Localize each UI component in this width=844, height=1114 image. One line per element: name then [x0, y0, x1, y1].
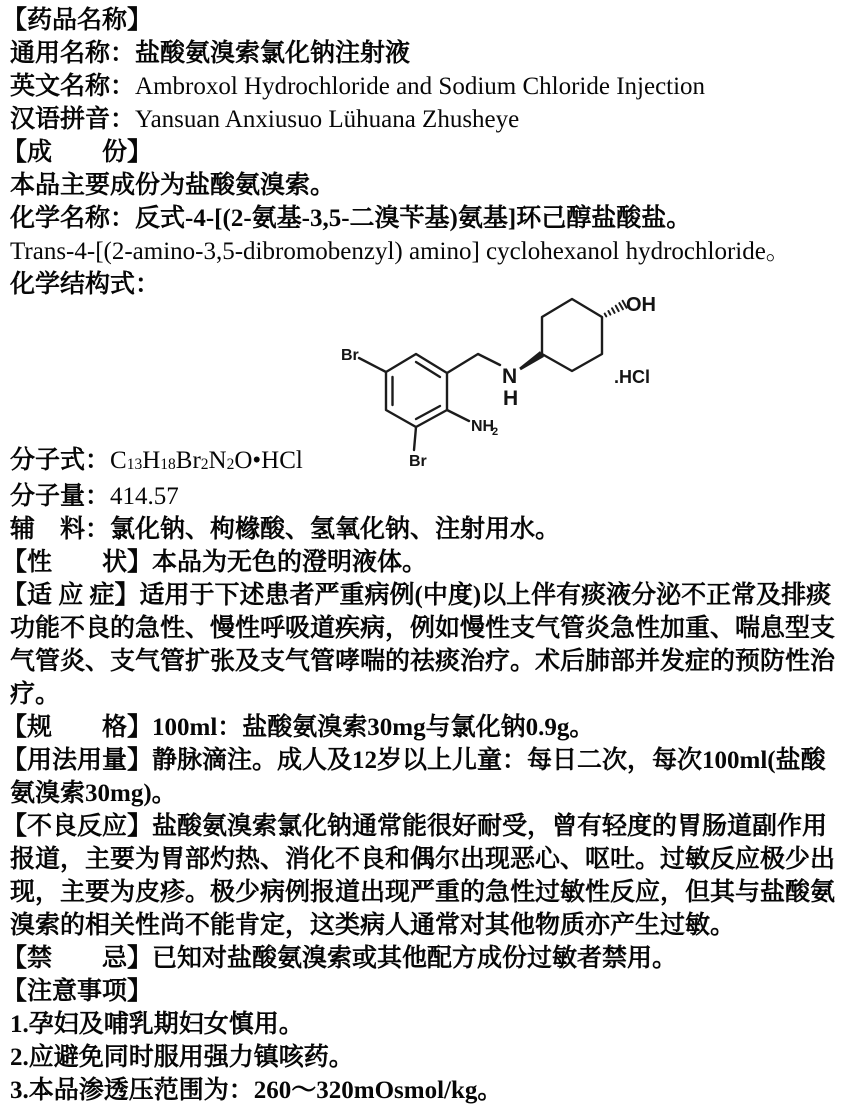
- adverse-reactions-heading: 【不良反应】: [2, 813, 153, 840]
- generic-name-value: 盐酸氨溴索氯化钠注射液: [135, 40, 411, 67]
- indications-heading: 【适 应 症】: [2, 582, 140, 609]
- formula-subscript: 2: [226, 456, 235, 474]
- structure-label-n: N: [502, 365, 518, 388]
- bond-benzyl-ch2: [447, 354, 500, 373]
- english-name-value: Ambroxol Hydrochloride and Sodium Chloride Injection: [135, 73, 706, 100]
- contraindications-text: 已知对盐酸氨溴索或其他配方成份过敏者禁用。: [152, 945, 678, 972]
- chemical-name-value: 反式-4-[(2-氨基-3,5-二溴苄基)氨基]环己醇盐酸盐。: [135, 205, 692, 232]
- section-precautions: [2, 975, 838, 1008]
- structure-label-br-top: Br: [341, 347, 359, 364]
- formula-seg: H: [142, 447, 161, 474]
- excipients-label: 辅 料：: [10, 516, 111, 543]
- contraindications-heading: 【禁 忌】: [2, 945, 153, 972]
- structure-label-nh2-sub: 2: [492, 426, 499, 438]
- benzene-double-bond-1: [416, 362, 440, 377]
- pinyin-value: Yansuan Anxiusuo Lühuana Zhusheye: [135, 106, 520, 133]
- structure-label-br-bottom: Br: [409, 453, 427, 470]
- chemical-structure-diagram: [330, 277, 665, 487]
- precaution-item-2: 2.应避免同时服用强力镇咳药。: [10, 1044, 354, 1071]
- indications-text: 适用于下述患者严重病例(中度)以上伴有痰液分泌不正常及排痰功能不良的急性、慢性呼吸道疾病，例如慢性支气管炎急性加重、喘息型支气管炎、支气管扩张及支气管哮喘的祛痰治疗。术后肺部并发症的预防性治疗。: [10, 582, 836, 708]
- section-adverse-reactions: [2, 810, 838, 942]
- specification-text: 100ml：盐酸氨溴索30mg与氯化钠0.9g。: [152, 714, 595, 741]
- formula-subscript: 13: [126, 456, 143, 474]
- excipients-line: [10, 513, 838, 546]
- bond-br-bottom: [414, 427, 416, 450]
- english-name-line: [10, 70, 838, 103]
- cyclohexane-ring: [542, 299, 602, 371]
- dosage-heading: 【用法用量】: [2, 747, 153, 774]
- drug-name-heading: 【药品名称】: [2, 7, 153, 34]
- structure-label-line: 化学结构式：: [10, 271, 161, 298]
- composition-intro: 本品主要成份为盐酸氨溴索。: [10, 172, 336, 199]
- precaution-item-3: 3.本品渗透压范围为：260～320mOsmol/kg。: [10, 1077, 503, 1104]
- bond-br-top: [359, 358, 386, 372]
- excipients-value: 氯化钠、枸橼酸、氢氧化钠、注射用水。: [110, 516, 561, 543]
- pinyin-line: [10, 103, 838, 136]
- formula-seg: N: [208, 447, 227, 474]
- properties-heading: 【性 状】: [2, 549, 153, 576]
- molecular-weight-label: 分子量：: [10, 483, 111, 510]
- section-dosage: [2, 744, 838, 810]
- precautions-heading: 【注意事项】: [2, 978, 153, 1005]
- generic-name-line: [10, 37, 838, 70]
- chemical-name-line: [10, 202, 838, 235]
- composition-heading: 【成 份】: [2, 139, 153, 166]
- properties-text: 本品为无色的澄明液体。: [152, 549, 428, 576]
- english-name-label: 英文名称：: [10, 73, 136, 100]
- structure-label-nh2: NH: [471, 418, 495, 435]
- adverse-reactions-text: 盐酸氨溴索氯化钠通常能很好耐受，曾有轻度的胃肠道副作用报道，主要为胃部灼热、消化不良和偶尔出现恶心、呕吐。过敏反应极少出现，主要为皮疹。极少病例报道出现严重的急性过敏性反应，但其与盐酸氨溴索的相关性尚不能肯定，这类病人通常对其他物质亦产生过敏。: [10, 813, 836, 939]
- generic-name-label: 通用名称：: [10, 40, 136, 67]
- hashed-wedge-oh: [605, 301, 627, 317]
- formula-seg: O•HCl: [234, 447, 303, 474]
- precaution-item-1: 1.孕妇及哺乳期妇女慎用。: [10, 1011, 304, 1038]
- section-properties: [2, 546, 838, 579]
- bond-nh2: [447, 410, 469, 421]
- section-indications: [2, 579, 838, 711]
- section-composition: [2, 136, 838, 169]
- molecular-weight-value: 414.57: [110, 483, 179, 510]
- specification-heading: 【规 格】: [2, 714, 153, 741]
- dosage-text: 静脉滴注。成人及12岁以上儿童：每日二次，每次100ml(盐酸氨溴索30mg)。: [10, 747, 826, 807]
- formula-seg: C: [110, 447, 127, 474]
- benzene-ring: [386, 354, 447, 427]
- chemical-name-label: 化学名称：: [10, 205, 136, 232]
- section-drug-name: [2, 4, 838, 37]
- molecular-formula-label: 分子式：: [10, 447, 111, 474]
- structure-label-h: H: [503, 387, 519, 410]
- structure-label-hcl: .HCl: [614, 367, 650, 387]
- pinyin-label: 汉语拼音：: [10, 106, 136, 133]
- formula-subscript: 18: [160, 456, 176, 474]
- chemical-name-english-line: Trans-4-[(2-amino-3,5-dibromobenzyl) amino] cyclohexanol hydrochloride。: [10, 238, 791, 265]
- section-contraindications: [2, 942, 838, 975]
- section-specification: [2, 711, 838, 744]
- molecular-formula-value: [110, 447, 303, 474]
- structure-label-oh: OH: [626, 294, 656, 316]
- solid-wedge-bond: [519, 351, 544, 370]
- formula-subscript: 2: [200, 456, 209, 474]
- formula-seg: Br: [175, 447, 201, 474]
